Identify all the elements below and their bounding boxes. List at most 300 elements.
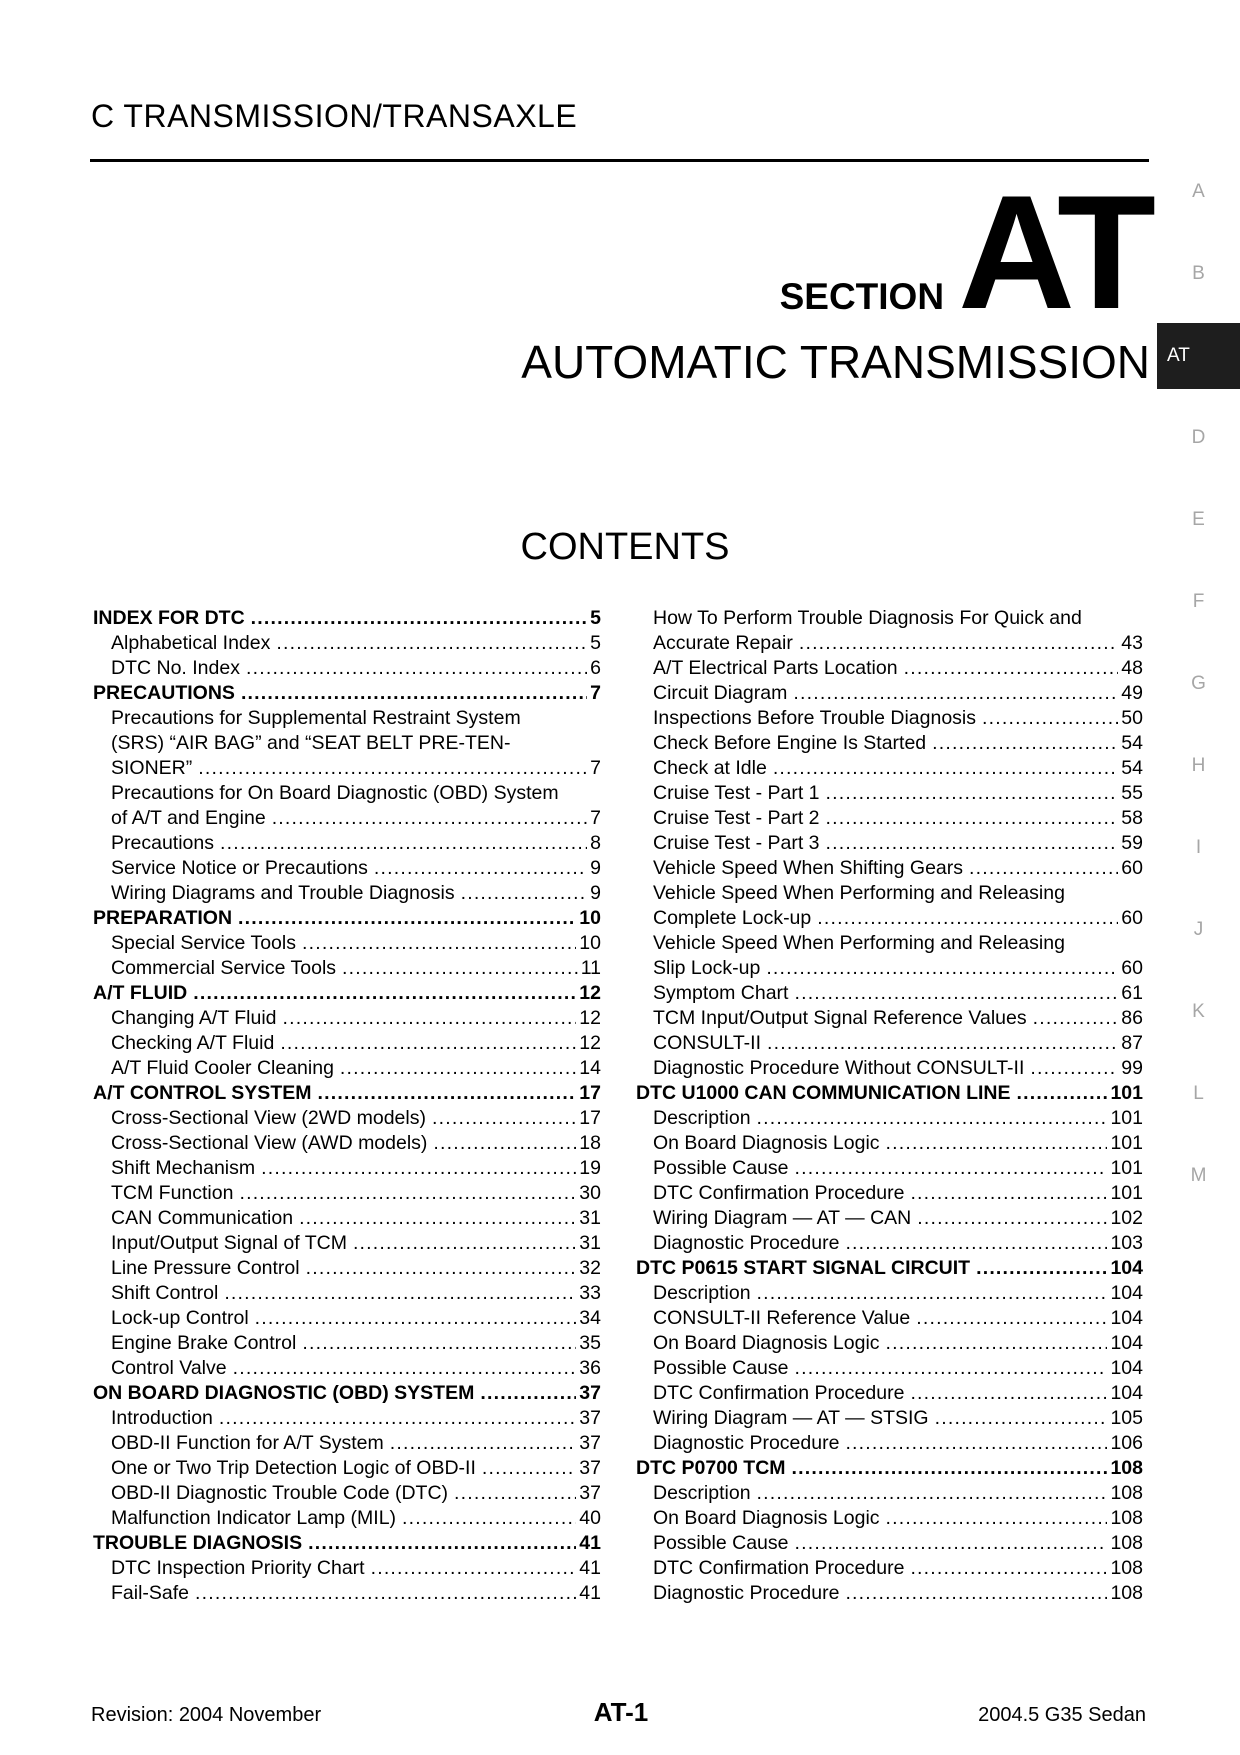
toc-entry[interactable]: [93, 1156, 601, 1181]
toc-entry[interactable]: [93, 956, 601, 981]
toc-entry-page: 108: [1110, 1457, 1143, 1479]
toc-entry[interactable]: [93, 656, 601, 681]
toc-entry-page: 101: [1110, 1132, 1143, 1154]
toc-entry[interactable]: [636, 731, 1143, 756]
toc-leader-dots: [969, 856, 1118, 881]
toc-section-entry[interactable]: [93, 981, 601, 1006]
toc-leader-dots: [886, 1506, 1108, 1531]
toc-entry-page: 10: [579, 932, 601, 954]
toc-leader-dots: [251, 606, 587, 631]
section-tab-k[interactable]: K: [1192, 1001, 1205, 1022]
toc-leader-dots: [792, 1456, 1108, 1481]
toc-entry-title: Changing A/T Fluid: [111, 1007, 277, 1029]
section-tab-e[interactable]: E: [1192, 509, 1205, 530]
toc-entry-page: 104: [1110, 1332, 1143, 1354]
toc-leader-dots: [910, 1381, 1107, 1406]
toc-entry[interactable]: [636, 1031, 1143, 1056]
toc-leader-dots: [238, 906, 576, 931]
toc-leader-dots: [795, 1356, 1108, 1381]
toc-entry[interactable]: [636, 906, 1143, 931]
toc-entry-title: Malfunction Indicator Lamp (MIL): [111, 1507, 397, 1529]
toc-leader-dots: [795, 1531, 1108, 1556]
toc-entry-title: DTC P0615 START SIGNAL CIRCUIT: [636, 1257, 971, 1279]
toc-entry-title: Possible Cause: [653, 1157, 789, 1179]
toc-leader-dots: [193, 981, 576, 1006]
toc-leader-dots: [910, 1556, 1107, 1581]
toc-entry-page: 55: [1121, 782, 1143, 804]
toc-leader-dots: [795, 1156, 1108, 1181]
toc-entry-title: TCM Input/Output Signal Reference Values: [653, 1007, 1027, 1029]
toc-leader-dots: [757, 1481, 1108, 1506]
toc-leader-dots: [1033, 1006, 1119, 1031]
toc-leader-dots: [976, 1256, 1107, 1281]
toc-leader-dots: [757, 1106, 1108, 1131]
toc-entry-page: 108: [1110, 1532, 1143, 1554]
toc-leader-dots: [910, 1181, 1107, 1206]
toc-entry[interactable]: [636, 831, 1143, 856]
toc-section-entry[interactable]: [636, 1081, 1143, 1106]
toc-entry-title: of A/T and Engine: [111, 807, 266, 829]
toc-leader-dots: [255, 1306, 577, 1331]
toc-entry-page: 60: [1121, 857, 1143, 879]
toc-entry[interactable]: [636, 881, 1143, 906]
toc-entry-page: 5: [590, 607, 601, 629]
section-tab-h[interactable]: H: [1191, 755, 1206, 776]
toc-entry[interactable]: [636, 1281, 1143, 1306]
toc-entry[interactable]: [636, 606, 1143, 631]
toc-entry-title: Description: [653, 1282, 751, 1304]
toc-entry[interactable]: [93, 931, 601, 956]
toc-entry-title: Fail-Safe: [111, 1582, 190, 1604]
toc-entry[interactable]: [93, 1356, 601, 1381]
toc-entry-title: Shift Mechanism: [111, 1157, 256, 1179]
toc-entry[interactable]: [636, 756, 1143, 781]
toc-entry-page: 58: [1121, 807, 1143, 829]
toc-entry-title: One or Two Trip Detection Logic of OBD-II: [111, 1457, 476, 1479]
toc-entry[interactable]: [93, 1181, 601, 1206]
toc-entry[interactable]: [93, 756, 601, 781]
toc-entry[interactable]: [93, 731, 601, 756]
toc-entry[interactable]: [636, 706, 1143, 731]
toc-leader-dots: [935, 1406, 1108, 1431]
toc-entry-title: Precautions: [111, 832, 214, 854]
toc-entry-title: Wiring Diagram — AT — CAN: [653, 1207, 912, 1229]
toc-entry-page: 108: [1110, 1582, 1143, 1604]
toc-leader-dots: [793, 681, 1118, 706]
toc-entry-page: 102: [1110, 1207, 1143, 1229]
toc-entry-title: Symptom Chart: [653, 982, 789, 1004]
toc-entry-title: Lock-up Control: [111, 1307, 249, 1329]
toc-entry-page: 37: [579, 1457, 601, 1479]
toc-entry-title: OBD-II Diagnostic Trouble Code (DTC): [111, 1482, 449, 1504]
toc-entry-page: 43: [1121, 632, 1143, 654]
toc-entry[interactable]: [636, 1156, 1143, 1181]
toc-entry-title: SIONER”: [111, 757, 193, 779]
toc-entry-title: Vehicle Speed When Performing and Releasing: [653, 882, 1065, 904]
toc-leader-dots: [932, 731, 1118, 756]
toc-entry[interactable]: [636, 806, 1143, 831]
toc-entry-title: Introduction: [111, 1407, 213, 1429]
toc-entry[interactable]: [636, 856, 1143, 881]
section-tab-i[interactable]: I: [1195, 837, 1202, 858]
toc-leader-dots: [239, 1181, 576, 1206]
toc-entry-page: 41: [579, 1557, 601, 1579]
footer-page-label-text: AT-1: [593, 1697, 649, 1727]
toc-leader-dots: [432, 1106, 576, 1131]
toc-entry-page: 9: [590, 882, 601, 904]
toc-entry-title: Diagnostic Procedure: [653, 1232, 840, 1254]
toc-entry[interactable]: [93, 1556, 601, 1581]
toc-entry-page: 12: [579, 1032, 601, 1054]
toc-entry-title: Alphabetical Index: [111, 632, 271, 654]
toc-section-entry[interactable]: [93, 1381, 601, 1406]
toc-entry-title: TCM Function: [111, 1182, 234, 1204]
toc-entry[interactable]: [93, 1256, 601, 1281]
toc-leader-dots: [302, 1331, 576, 1356]
toc-entry-title: Cross-Sectional View (2WD models): [111, 1107, 426, 1129]
toc-leader-dots: [353, 1231, 576, 1256]
section-tab-g[interactable]: G: [1191, 673, 1206, 694]
toc-entry[interactable]: [93, 1431, 601, 1456]
toc-leader-dots: [826, 781, 1119, 806]
toc-entry[interactable]: [93, 1406, 601, 1431]
toc-entry[interactable]: [93, 1056, 601, 1081]
toc-entry[interactable]: [93, 1456, 601, 1481]
toc-leader-dots: [794, 981, 1118, 1006]
toc-entry-title: Slip Lock-up: [653, 957, 761, 979]
toc-entry-title: ON BOARD DIAGNOSTIC (OBD) SYSTEM: [93, 1382, 475, 1404]
section-tab-b[interactable]: B: [1192, 263, 1205, 284]
toc-entry[interactable]: [636, 1106, 1143, 1131]
toc-entry[interactable]: [636, 1181, 1143, 1206]
toc-entry-title: Cross-Sectional View (AWD models): [111, 1132, 428, 1154]
toc-entry-title: Diagnostic Procedure: [653, 1582, 840, 1604]
toc-entry-title: CAN Communication: [111, 1207, 294, 1229]
toc-entry-title: Service Notice or Precautions: [111, 857, 368, 879]
section-tab-a[interactable]: A: [1192, 181, 1205, 202]
toc-entry-page: 17: [579, 1107, 601, 1129]
section-title: AUTOMATIC TRANSMISSION: [521, 336, 1150, 388]
toc-entry-page: 104: [1110, 1282, 1143, 1304]
toc-leader-dots: [817, 906, 1118, 931]
section-heading: [779, 162, 1150, 343]
toc-leader-dots: [826, 831, 1119, 856]
toc-leader-dots: [482, 1456, 576, 1481]
toc-entry[interactable]: [636, 1356, 1143, 1381]
toc-entry-page: 54: [1121, 757, 1143, 779]
toc-entry-page: 14: [579, 1057, 601, 1079]
toc-entry-title: DTC P0700 TCM: [636, 1457, 786, 1479]
toc-entry-page: 12: [579, 1007, 601, 1029]
toc-leader-dots: [374, 856, 587, 881]
toc-entry-title: CONSULT-II: [653, 1032, 761, 1054]
toc-leader-dots: [233, 1356, 577, 1381]
toc-leader-dots: [224, 1281, 576, 1306]
toc-entry-title: Special Service Tools: [111, 932, 296, 954]
toc-entry-page: 108: [1110, 1507, 1143, 1529]
toc-entry[interactable]: [93, 1006, 601, 1031]
toc-entry-title: PRECAUTIONS: [93, 682, 235, 704]
toc-leader-dots: [1017, 1081, 1108, 1106]
toc-entry-page: 104: [1110, 1382, 1143, 1404]
toc-leader-dots: [757, 1281, 1108, 1306]
toc-entry-page: 36: [579, 1357, 601, 1379]
toc-leader-dots: [306, 1256, 577, 1281]
toc-entry-page: 18: [579, 1132, 601, 1154]
toc-entry-title: Diagnostic Procedure: [653, 1432, 840, 1454]
toc-entry-title: Circuit Diagram: [653, 682, 788, 704]
toc-entry-page: 87: [1121, 1032, 1143, 1054]
toc-leader-dots: [302, 931, 576, 956]
toc-entry-title: Cruise Test - Part 2: [653, 807, 820, 829]
section-tab-m[interactable]: M: [1190, 1165, 1207, 1186]
toc-entry[interactable]: [93, 1331, 601, 1356]
toc-entry[interactable]: [636, 631, 1143, 656]
toc-section-entry[interactable]: [93, 906, 601, 931]
toc-entry-title: Precautions for On Board Diagnostic (OBD) System: [111, 782, 559, 804]
toc-entry-page: 104: [1110, 1307, 1143, 1329]
toc-entry-title: Possible Cause: [653, 1357, 789, 1379]
toc-entry-page: 104: [1110, 1357, 1143, 1379]
toc-leader-dots: [371, 1556, 577, 1581]
toc-leader-dots: [461, 881, 588, 906]
toc-entry[interactable]: [636, 1406, 1143, 1431]
toc-entry[interactable]: [636, 1206, 1143, 1231]
toc-entry[interactable]: [93, 881, 601, 906]
toc-entry-page: 101: [1110, 1107, 1143, 1129]
toc-entry-title: Control Valve: [111, 1357, 227, 1379]
toc-leader-dots: [845, 1581, 1107, 1606]
toc-leader-dots: [390, 1431, 577, 1456]
toc-entry-page: 60: [1121, 907, 1143, 929]
toc-entry-page: 48: [1121, 657, 1143, 679]
toc-entry-title: Commercial Service Tools: [111, 957, 337, 979]
toc-entry-page: 101: [1110, 1082, 1143, 1104]
toc-leader-dots: [402, 1506, 576, 1531]
toc-entry-page: 7: [590, 682, 601, 704]
toc-leader-dots: [766, 956, 1118, 981]
toc-entry[interactable]: [93, 1581, 601, 1606]
toc-entry-title: CONSULT-II Reference Value: [653, 1307, 911, 1329]
toc-entry[interactable]: [636, 656, 1143, 681]
toc-entry[interactable]: [93, 831, 601, 856]
section-code: AT: [958, 162, 1150, 343]
toc-entry-title: Diagnostic Procedure Without CONSULT-II: [653, 1057, 1025, 1079]
toc-leader-dots: [904, 656, 1119, 681]
toc-entry-title: Vehicle Speed When Shifting Gears: [653, 857, 964, 879]
toc-entry-title: DTC Confirmation Procedure: [653, 1182, 905, 1204]
toc-entry-page: 108: [1110, 1557, 1143, 1579]
toc-entry-title: Engine Brake Control: [111, 1332, 297, 1354]
toc-entry[interactable]: [93, 631, 601, 656]
toc-entry-page: 86: [1121, 1007, 1143, 1029]
toc-entry-page: 37: [579, 1482, 601, 1504]
toc-entry-title: Check at Idle: [653, 757, 767, 779]
toc-leader-dots: [276, 631, 587, 656]
toc-entry[interactable]: [93, 1231, 601, 1256]
toc-entry[interactable]: [636, 1131, 1143, 1156]
toc-entry-page: 49: [1121, 682, 1143, 704]
toc-entry-title: Possible Cause: [653, 1532, 789, 1554]
toc-entry-title: How To Perform Trouble Diagnosis For Quick and: [653, 607, 1082, 629]
toc-entry-page: 5: [590, 632, 601, 654]
footer-revision: Revision: 2004 November: [91, 1704, 322, 1726]
toc-section-entry[interactable]: [93, 1531, 601, 1556]
toc-section-entry[interactable]: [636, 1456, 1143, 1481]
toc-column-right: [636, 606, 1143, 1606]
toc-entry-title: DTC Inspection Priority Chart: [111, 1557, 365, 1579]
toc-entry[interactable]: [93, 1031, 601, 1056]
toc-leader-dots: [845, 1231, 1107, 1256]
toc-entry-page: 6: [590, 657, 601, 679]
toc-entry-page: 12: [579, 982, 601, 1004]
toc-entry-page: 33: [579, 1282, 601, 1304]
toc-entry-page: 9: [590, 857, 601, 879]
toc-entry-page: 101: [1110, 1157, 1143, 1179]
toc-entry[interactable]: [636, 1006, 1143, 1031]
toc-entry[interactable]: [636, 1231, 1143, 1256]
toc-entry-title: DTC U1000 CAN COMMUNICATION LINE: [636, 1082, 1011, 1104]
toc-leader-dots: [799, 631, 1118, 656]
toc-leader-dots: [1030, 1056, 1118, 1081]
toc-entry[interactable]: [93, 706, 601, 731]
toc-entry-page: 31: [579, 1232, 601, 1254]
toc-leader-dots: [982, 706, 1118, 731]
toc-entry-page: 19: [579, 1157, 601, 1179]
toc-entry[interactable]: [93, 1206, 601, 1231]
toc-section-entry[interactable]: [93, 681, 601, 706]
toc-entry[interactable]: [636, 1056, 1143, 1081]
toc-leader-dots: [299, 1206, 576, 1231]
toc-entry[interactable]: [636, 1381, 1143, 1406]
toc-entry[interactable]: [93, 1506, 601, 1531]
toc-entry-page: 10: [579, 907, 601, 929]
toc-entry[interactable]: [636, 681, 1143, 706]
toc-entry-page: 40: [579, 1507, 601, 1529]
toc-entry[interactable]: [93, 1281, 601, 1306]
toc-leader-dots: [283, 1006, 577, 1031]
toc-entry[interactable]: [636, 1431, 1143, 1456]
toc-section-entry[interactable]: [93, 1081, 601, 1106]
toc-leader-dots: [886, 1131, 1108, 1156]
toc-entry-title: PREPARATION: [93, 907, 233, 929]
toc-leader-dots: [195, 1581, 576, 1606]
toc-entry[interactable]: [93, 1481, 601, 1506]
toc-entry[interactable]: [93, 856, 601, 881]
toc-entry[interactable]: [636, 981, 1143, 1006]
toc-entry-page: 99: [1121, 1057, 1143, 1079]
toc-entry[interactable]: [93, 1106, 601, 1131]
toc-entry[interactable]: [636, 931, 1143, 956]
toc-entry[interactable]: [636, 1306, 1143, 1331]
toc-entry-page: 31: [579, 1207, 601, 1229]
section-word: SECTION: [779, 276, 945, 317]
toc-leader-dots: [308, 1531, 576, 1556]
section-tab-l[interactable]: L: [1193, 1083, 1204, 1104]
toc-entry-title: DTC Confirmation Procedure: [653, 1557, 905, 1579]
toc-leader-dots: [916, 1306, 1107, 1331]
toc-entry-title: On Board Diagnosis Logic: [653, 1132, 880, 1154]
footer-model: 2004.5 G35 Sedan: [978, 1704, 1146, 1726]
toc-entry-page: 103: [1110, 1232, 1143, 1254]
toc-entry[interactable]: [636, 1331, 1143, 1356]
toc-entry[interactable]: [636, 956, 1143, 981]
toc-column-left: [93, 606, 601, 1606]
toc-entry-title: On Board Diagnosis Logic: [653, 1332, 880, 1354]
toc-entry-title: OBD-II Function for A/T System: [111, 1432, 384, 1454]
toc-leader-dots: [773, 756, 1118, 781]
toc-entry-page: 50: [1121, 707, 1143, 729]
toc-leader-dots: [767, 1031, 1118, 1056]
toc-entry-title: Checking A/T Fluid: [111, 1032, 275, 1054]
toc-leader-dots: [317, 1081, 576, 1106]
toc-leader-dots: [342, 956, 578, 981]
toc-section-entry[interactable]: [636, 1256, 1143, 1281]
toc-entry-page: 106: [1110, 1432, 1143, 1454]
toc-entry-title: INDEX FOR DTC: [93, 607, 245, 629]
toc-entry-page: 61: [1121, 982, 1143, 1004]
toc-entry[interactable]: [636, 1481, 1143, 1506]
toc-entry[interactable]: [636, 1556, 1143, 1581]
section-tab-at[interactable]: AT: [1157, 323, 1240, 389]
toc-entry[interactable]: [636, 1506, 1143, 1531]
toc-entry[interactable]: [636, 1531, 1143, 1556]
toc-entry-title: Line Pressure Control: [111, 1257, 300, 1279]
toc-entry-title: A/T Electrical Parts Location: [653, 657, 898, 679]
toc-entry-page: 11: [580, 957, 601, 979]
contents-title: [0, 525, 1240, 569]
toc-entry-page: 32: [579, 1257, 601, 1279]
toc-entry-title: Accurate Repair: [653, 632, 793, 654]
toc-entry[interactable]: [93, 1306, 601, 1331]
contents-title-text: CONTENTS: [520, 526, 730, 568]
toc-entry-page: 17: [579, 1082, 601, 1104]
toc-entry-title: A/T Fluid Cooler Cleaning: [111, 1057, 334, 1079]
toc-leader-dots: [246, 656, 587, 681]
toc-entry-title: A/T CONTROL SYSTEM: [93, 1082, 312, 1104]
toc-leader-dots: [219, 1406, 576, 1431]
toc-entry-title: DTC Confirmation Procedure: [653, 1382, 905, 1404]
toc-entry[interactable]: [93, 806, 601, 831]
toc-entry[interactable]: [93, 1131, 601, 1156]
section-tab-d[interactable]: D: [1191, 427, 1206, 448]
toc-entry-title: TROUBLE DIAGNOSIS: [93, 1532, 303, 1554]
toc-leader-dots: [198, 756, 587, 781]
toc-entry[interactable]: [636, 781, 1143, 806]
toc-leader-dots: [886, 1331, 1108, 1356]
toc-leader-dots: [340, 1056, 576, 1081]
toc-entry-title: DTC No. Index: [111, 657, 240, 679]
toc-section-entry[interactable]: [93, 606, 601, 631]
toc-entry-page: 34: [579, 1307, 601, 1329]
toc-entry-title: Wiring Diagram — AT — STSIG: [653, 1407, 929, 1429]
toc-leader-dots: [220, 831, 587, 856]
toc-entry[interactable]: [93, 781, 601, 806]
toc-entry-page: 35: [579, 1332, 601, 1354]
toc-entry-page: 41: [579, 1532, 601, 1554]
section-tab-j[interactable]: J: [1193, 919, 1204, 940]
toc-entry-title: Precautions for Supplemental Restraint System: [111, 707, 521, 729]
toc-leader-dots: [272, 806, 587, 831]
toc-leader-dots: [241, 681, 587, 706]
toc-entry-title: A/T FLUID: [93, 982, 188, 1004]
toc-entry-title: Cruise Test - Part 3: [653, 832, 820, 854]
toc-entry[interactable]: [636, 1581, 1143, 1606]
toc-entry-title: Description: [653, 1107, 751, 1129]
toc-leader-dots: [280, 1031, 576, 1056]
toc-entry-title: Description: [653, 1482, 751, 1504]
section-tab-f[interactable]: F: [1192, 591, 1205, 612]
